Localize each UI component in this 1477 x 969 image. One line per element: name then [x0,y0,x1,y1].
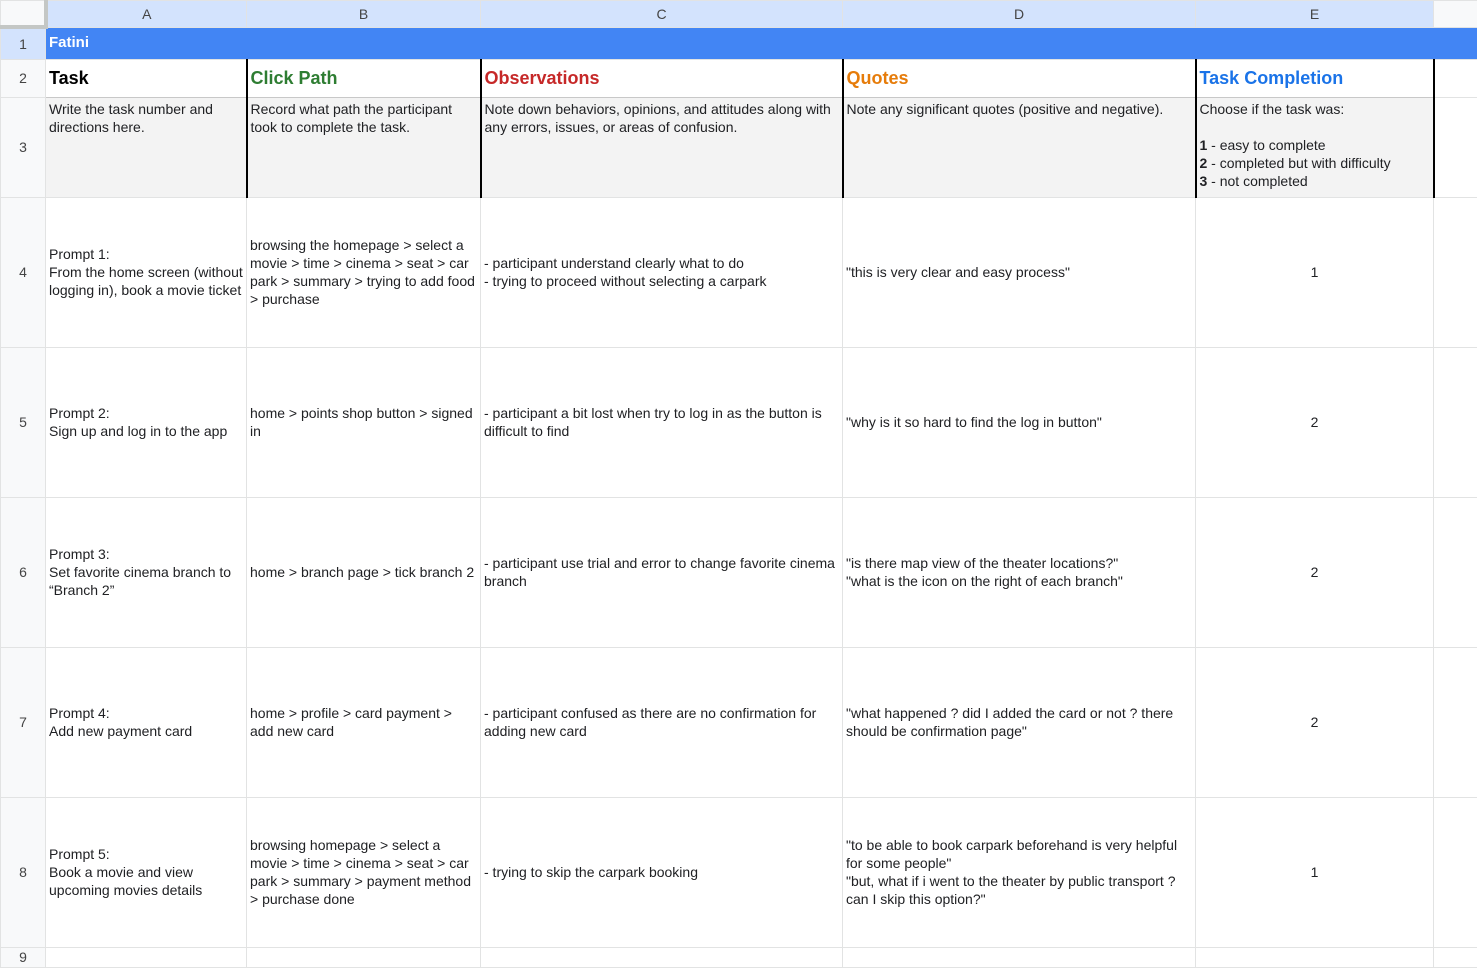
header-quotes-cell[interactable] [843,59,1196,97]
column-header-d[interactable]: D [843,1,1196,28]
table-row [1,347,1477,497]
completion-cell[interactable] [1196,347,1434,497]
completion-value: 1 [1310,264,1319,280]
column-header-f[interactable] [1434,1,1477,28]
option-3-text: - not completed [1207,172,1308,189]
option-1-text: - easy to complete [1207,136,1326,153]
table-row [1,497,1477,647]
completion-value: 2 [1310,714,1319,730]
click-path-text: home > profile > card payment > add new card [250,705,452,739]
empty-cell[interactable] [481,947,843,967]
option-3-num: 3 [1199,172,1208,189]
desc-completion [1197,98,1433,192]
header-observations: Observations [484,68,600,88]
empty-cell[interactable] [1434,797,1477,947]
empty-cell[interactable] [247,947,481,967]
desc-task: Write the task number and directions here. [49,100,213,135]
quotes-text: "to be able to book carpark beforehand is very helpful for some people" "but, what if i went to the theater by public transport ? can I skip this option?" [846,837,1178,907]
desc-click-path-cell[interactable] [247,97,481,197]
table-row [1,197,1477,347]
desc-completion-cell[interactable] [1196,97,1434,197]
click-path-cell[interactable] [247,647,481,797]
quotes-cell[interactable] [843,347,1196,497]
task-text: Prompt 3: Set favorite cinema branch to “Branch 2” [49,546,232,598]
click-path-cell[interactable] [247,347,481,497]
header-completion: Task Completion [1199,68,1344,88]
click-path-cell[interactable] [247,197,481,347]
completion-value: 2 [1310,414,1319,430]
completion-intro: Choose if the task was: [1199,100,1345,117]
click-path-text: browsing homepage > select a movie > time > cinema > seat > car park > summary > payment method > purchase done [250,837,471,907]
quotes-cell[interactable] [843,497,1196,647]
completion-value: 1 [1310,864,1319,880]
option-1-num: 1 [1199,136,1208,153]
row-header-4[interactable]: 4 [1,197,46,347]
task-text: Prompt 1: From the home screen (without logging in), book a movie ticket [49,246,243,298]
task-text: Prompt 2: Sign up and log in to the app [49,405,228,439]
completion-cell[interactable] [1196,797,1434,947]
empty-cell[interactable] [46,947,247,967]
observations-cell[interactable] [481,197,843,347]
click-path-text: home > branch page > tick branch 2 [250,564,475,580]
quotes-text: "this is very clear and easy process" [846,264,1070,280]
header-completion-cell[interactable] [1196,59,1434,97]
sheet-title: Fatini [49,34,89,51]
description-row [1,97,1477,197]
observations-text: - participant understand clearly what to do - trying to proceed without selecting a carpark [484,255,767,289]
quotes-cell[interactable] [843,797,1196,947]
observations-text: - trying to skip the carpark booking [484,864,698,880]
table-row [1,947,1477,967]
desc-click-path: Record what path the participant took to complete the task. [250,100,453,135]
task-cell[interactable] [46,497,247,647]
desc-task-cell[interactable] [46,97,247,197]
completion-cell[interactable] [1196,197,1434,347]
empty-cell[interactable] [1434,497,1477,647]
task-cell[interactable] [46,347,247,497]
quotes-cell[interactable] [843,647,1196,797]
row-header-5[interactable]: 5 [1,347,46,497]
quotes-text: "is there map view of the theater locations?" "what is the icon on the right of each branch" [846,555,1123,589]
empty-cell[interactable] [1196,947,1434,967]
header-task-cell[interactable] [46,59,247,97]
click-path-text: browsing the homepage > select a movie > time > cinema > seat > car park > summary > trying to add food > purchase [250,237,475,307]
observations-text: - participant use trial and error to change favorite cinema branch [484,555,835,589]
column-header-e[interactable]: E [1196,1,1434,28]
task-text: Prompt 4: Add new payment card [49,705,193,739]
title-row [1,27,1477,59]
click-path-cell[interactable] [247,797,481,947]
desc-observations-cell[interactable] [481,97,843,197]
empty-cell[interactable] [1434,347,1477,497]
column-header-a[interactable]: A [46,1,247,28]
column-header-row [1,1,1477,28]
task-text: Prompt 5: Book a movie and view upcoming movies details [49,846,203,898]
desc-observations: Note down behaviors, opinions, and attitudes along with any errors, issues, or areas of confusion. [484,100,831,135]
row-header-6[interactable]: 6 [1,497,46,647]
task-cell[interactable] [46,647,247,797]
header-task: Task [49,68,89,88]
header-observations-cell[interactable] [481,59,843,97]
task-cell[interactable] [46,197,247,347]
empty-cell[interactable] [843,947,1196,967]
header-click-path: Click Path [250,68,338,88]
desc-quotes-cell[interactable] [843,97,1196,197]
completion-cell[interactable] [1196,647,1434,797]
empty-cell[interactable] [1434,59,1477,97]
observations-text: - participant confused as there are no confirmation for adding new card [484,705,817,739]
desc-quotes: Note any significant quotes (positive and negative). [846,100,1164,117]
observations-cell[interactable] [481,347,843,497]
column-header-b[interactable]: B [247,1,481,28]
row-header-9[interactable]: 9 [1,947,46,967]
row-header-7[interactable]: 7 [1,647,46,797]
observations-cell[interactable] [481,797,843,947]
header-row [1,59,1477,97]
option-2-text: - completed but with difficulty [1207,154,1391,171]
header-click-path-cell[interactable] [247,59,481,97]
header-quotes: Quotes [846,68,909,88]
completion-cell[interactable] [1196,497,1434,647]
empty-cell[interactable] [1434,947,1477,967]
empty-cell[interactable] [1434,647,1477,797]
table-row [1,647,1477,797]
click-path-text: home > points shop button > signed in [250,405,473,439]
task-cell[interactable] [46,797,247,947]
observations-cell[interactable] [481,497,843,647]
quotes-text: "what happened ? did I added the card or not ? there should be confirmation page" [846,705,1174,739]
row-header-3[interactable]: 3 [1,97,46,197]
column-header-c[interactable]: C [481,1,843,28]
table-row [1,797,1477,947]
empty-cell[interactable] [1434,197,1477,347]
sheet-title-cell[interactable] [46,27,1477,59]
select-all-corner[interactable] [1,1,46,28]
row-header-8[interactable]: 8 [1,797,46,947]
empty-cell[interactable] [1434,97,1477,197]
row-header-1[interactable]: 1 [1,27,46,59]
observations-cell[interactable] [481,647,843,797]
option-2-num: 2 [1199,154,1208,171]
quotes-text: "why is it so hard to find the log in button" [846,414,1102,430]
click-path-cell[interactable] [247,497,481,647]
row-header-2[interactable]: 2 [1,59,46,97]
completion-value: 2 [1310,564,1319,580]
observations-text: - participant a bit lost when try to log in as the button is difficult to find [484,405,822,439]
quotes-cell[interactable] [843,197,1196,347]
